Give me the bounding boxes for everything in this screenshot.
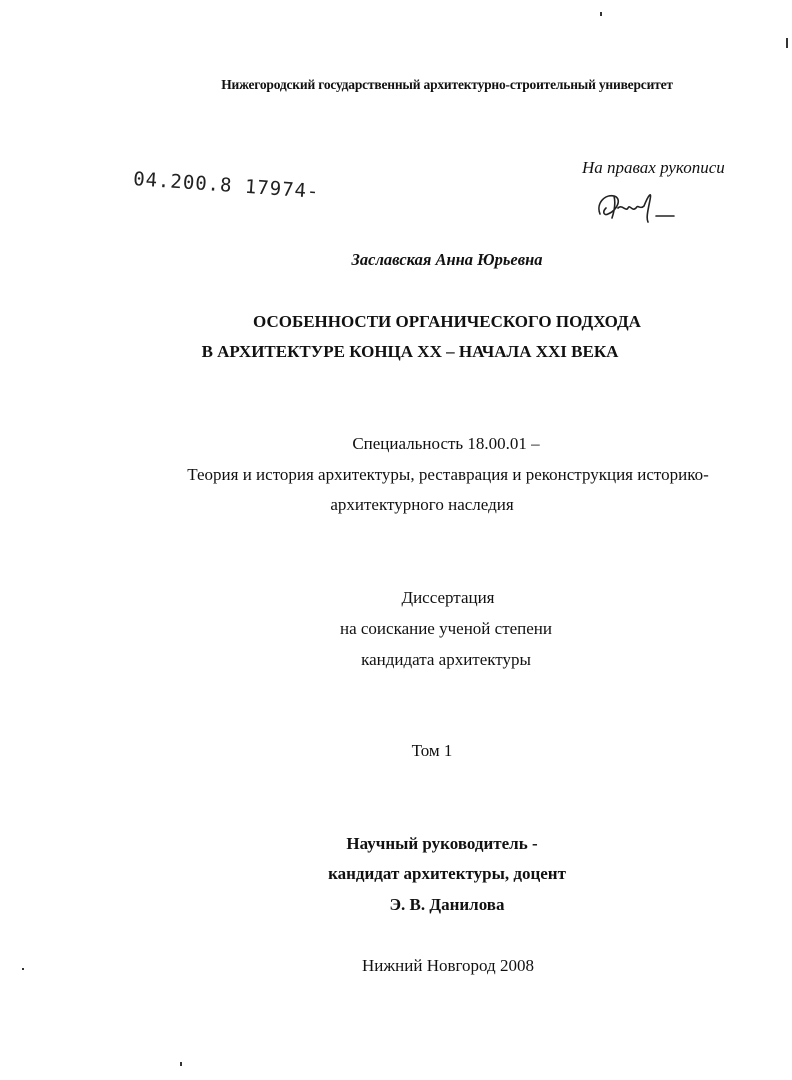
archive-stamp-number: 04.200.8 17974- <box>132 168 321 203</box>
specialty-code: Специальность 18.00.01 – <box>352 434 540 453</box>
degree-name: кандидата архитектуры <box>361 650 531 669</box>
scan-speck <box>600 12 602 16</box>
advisor-heading: Научный руководитель - <box>346 834 538 853</box>
city-and-year: Нижний Новгород 2008 <box>362 956 534 975</box>
manuscript-rights-note: На правах рукописи <box>582 158 725 177</box>
signature-mark <box>592 186 682 228</box>
dissertation-title-line-1: ОСОБЕННОСТИ ОРГАНИЧЕСКОГО ПОДХОДА <box>253 312 641 331</box>
degree-purpose: на соискание ученой степени <box>339 619 553 638</box>
volume-number: Том 1 <box>411 741 453 760</box>
specialty-description-line-2: архитектурного наследия <box>330 495 514 514</box>
author-name: Заславская Анна Юрьевна <box>351 250 543 269</box>
scan-speck <box>180 1062 182 1066</box>
document-type: Диссертация <box>401 588 495 607</box>
scan-speck <box>22 968 24 970</box>
advisor-title: кандидат архитектуры, доцент <box>328 864 566 883</box>
university-name: Нижегородский государственный архитектурно-строительный университет <box>221 77 673 92</box>
advisor-name: Э. В. Данилова <box>389 895 505 914</box>
scan-speck <box>786 38 788 48</box>
dissertation-title-line-2: В АРХИТЕКТУРЕ КОНЦА XX – НАЧАЛА XXI ВЕКА <box>201 342 619 361</box>
specialty-description-line-1: Теория и история архитектуры, реставрация и реконструкция историко- <box>187 465 709 484</box>
